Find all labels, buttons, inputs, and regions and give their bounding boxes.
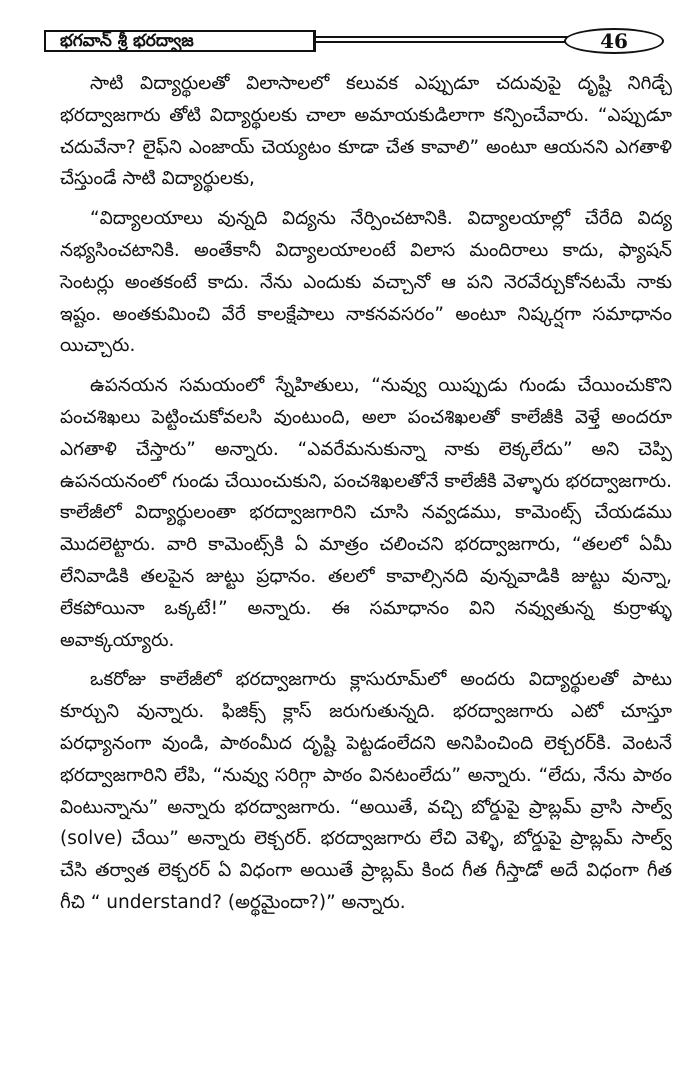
- paragraph-2: “విద్యాలయాలు వున్నది విద్యను నేర్పించటానికి. విద్యాలయాల్లో చేరేది విద్య నభ్యసించటానికి. అంతేకానీ విద్యాలయాలంటే విలాస మందిరాలు కాదు, ఫ్యాషన్ సెంటర్లు అంతకంటే కాదు. నేను ఎందుకు వచ్చానో ఆ పని నెరవేర్చుకోనటమే నాకు ఇష్టం. అంతకుమించి వేరే కాలక్షేపాలు నాకనవసరం” అంటూ నిష్కర్షగా సమాధానం యిచ్చారు.: [60, 208, 672, 357]
- body-text: [60, 68, 672, 927]
- page-number: 46: [564, 28, 664, 54]
- header-rule: [316, 36, 606, 43]
- paragraph-1: సాటి విద్యార్థులతో విలాసాలలో కలువక ఎప్పుడూ చదువుపై దృష్టి నిగిడ్చే భరద్వాజగారు తోటి విద్యార్థులకు చాలా అమాయకుడిలాగా కన్పించేవారు. “ఎప్పుడూ చదువేనా? లైఫ్‌ని ఎంజాయ్ చెయ్యటం కూడా చేత కావాలి” అంటూ ఆయనని ఎగతాళి చేస్తుండే సాటి విద్యార్థులకు,: [60, 73, 672, 190]
- running-header: [44, 28, 659, 58]
- paragraph-3: ఉపనయన సమయంలో స్నేహితులు, “నువ్వు యిప్పుడు గుండు చేయించుకొని పంచశిఖలు పెట్టించుకోవలసి వుంటుంది, అలా పంచశిఖలతో కాలేజీకి వెళ్తే అందరూ ఎగతాళి చేస్తారు” అన్నారు. “ఎవరేమనుకున్నా నాకు లెక్కలేదు” అని చెప్పి ఉపనయనంలో గుండు చేయించుకుని, పంచశిఖలతోనే కాలేజీకి వెళ్ళారు భరద్వాజగారు. కాలేజీలో విద్యార్థులంతా భరద్వాజగారిని చూసి నవ్వడము, కామెంట్స్ చేయడము మొదలెట్టారు. వారి కామెంట్స్‌కి ఏ మాత్రం చలించని భరద్వాజగారు, “తలలో ఏమీ లేనివాడికి తలపైన జుట్టు ప్రధానం. తలలో కావాల్సినది వున్నవాడికి జుట్టు వున్నా, లేకపోయినా ఒక్కటే!” అన్నారు. ఈ సమాధానం విని నవ్వుతున్న కుర్రాళ్ళు అవాక్కయ్యారు.: [60, 375, 672, 651]
- chapter-title: భగవాన్ శ్రీ భరద్వాజ: [44, 30, 316, 52]
- paragraph-4: ఒకరోజు కాలేజీలో భరద్వాజగారు క్లాసురూమ్‌లో అందరు విద్యార్థులతో పాటు కూర్చుని వున్నారు. ఫిజిక్స్ క్లాస్ జరుగుతున్నది. భరద్వాజగారు ఎటో చూస్తూ పరధ్యానంగా వుండి, పాఠంమీద దృష్టి పెట్టడంలేదని అనిపించింది లెక్చరర్‌కి. వెంటనే భరద్వాజగారిని లేపి, “నువ్వు సరిగ్గా పాఠం వినటంలేదు” అన్నారు. “లేదు, నేను పాఠం వింటున్నాను” అన్నారు భరద్వాజగారు. “అయితే, వచ్చి బోర్డుపై ప్రాబ్లమ్ వ్రాసి సాల్వ్ (solve) చేయి” అన్నారు లెక్చరర్. భరద్వాజగారు లేచి వెళ్ళి, బోర్డుపై ప్రాబ్లమ్ సాల్వ్ చేసి తర్వాత లెక్చరర్ ఏ విధంగా అయితే ప్రాబ్లమ్ కింద గీత గీస్తాడో అదే విధంగా గీత గీచి “ understand? (అర్థమైందా?)” అన్నారు.: [60, 669, 672, 913]
